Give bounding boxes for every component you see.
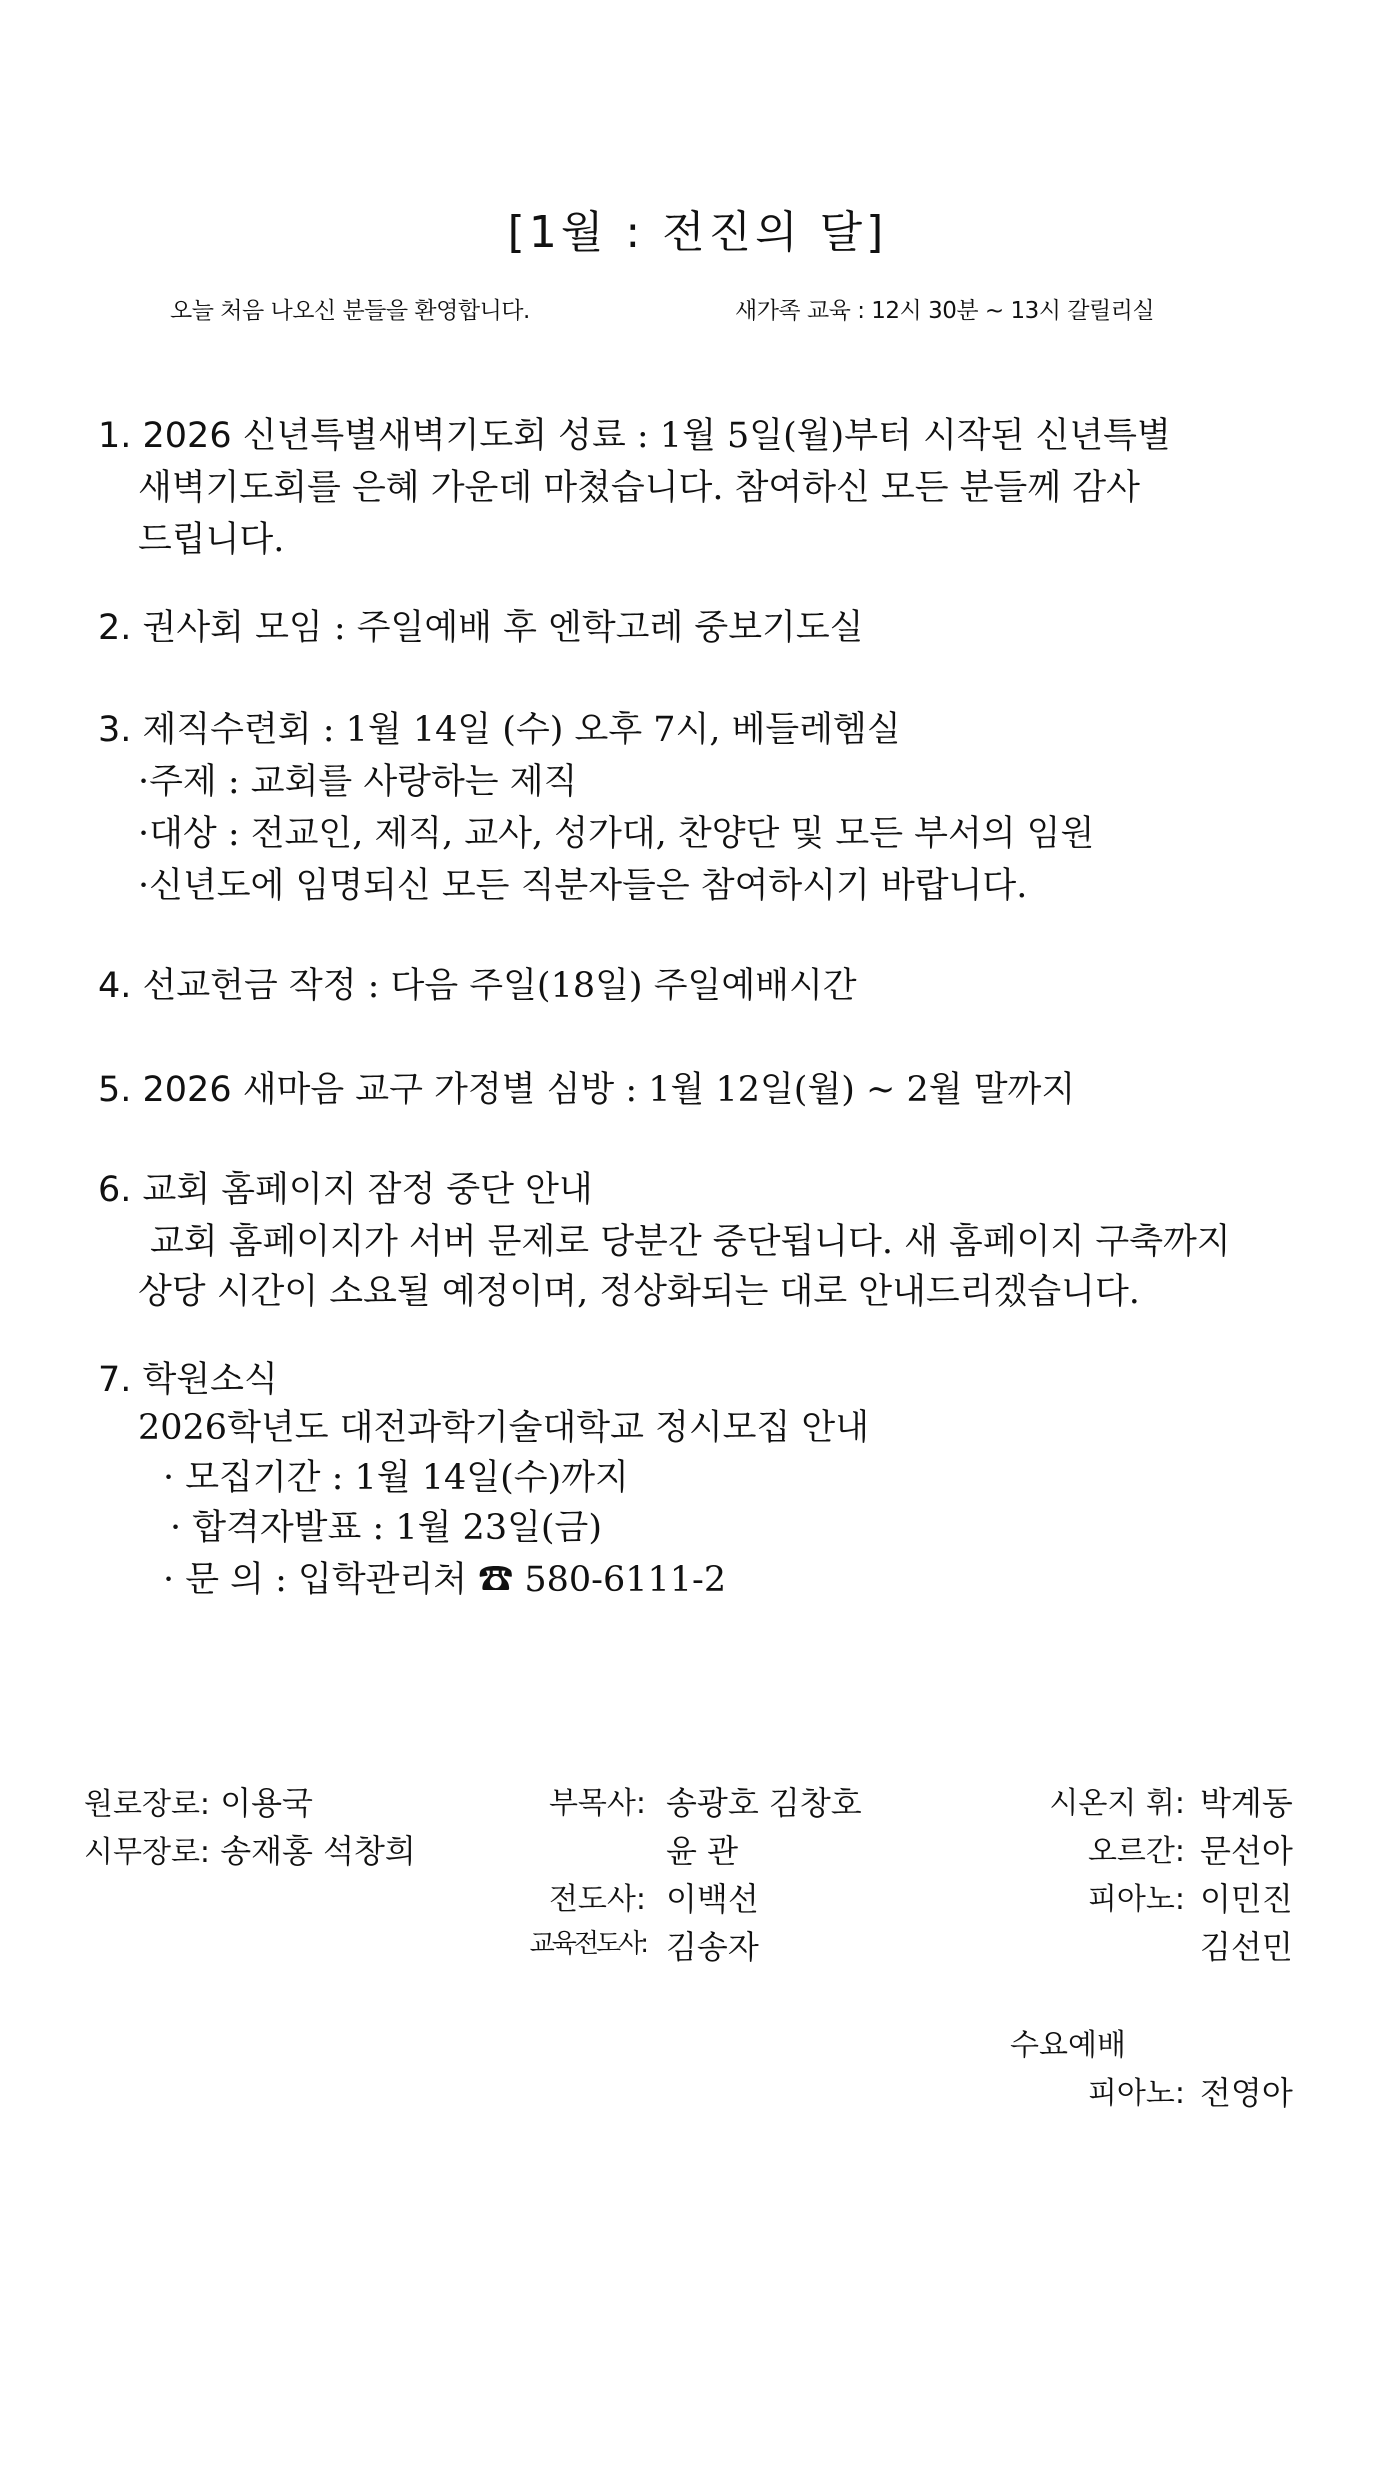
item-3-heading: 3. 제직수련회 xyxy=(98,710,312,750)
staff-left-row-2 xyxy=(84,1826,416,1872)
item-6-heading-row xyxy=(98,1162,593,1212)
page-title: [1월 : 전진의 달] xyxy=(507,207,888,258)
item-2-heading: 2. 권사회 모임 xyxy=(98,608,323,648)
item-5-detail: : 1월 12일(월) ~ 2월 말까지 xyxy=(614,1070,1076,1110)
welcome-text: 오늘 처음 나오신 분들을 환영합니다. xyxy=(170,298,530,324)
staff-middle-label-1: 부목사: xyxy=(548,1786,646,1821)
item-7-heading-row xyxy=(98,1352,278,1402)
item-7-line-4: · 문 의 : 입학관리처 ☎ 580-6111-2 xyxy=(163,1560,727,1600)
staff-right-value-1: 박계동 xyxy=(1200,1784,1293,1822)
item-7-line-1: 2026학년도 대전과학기술대학교 정시모집 안내 xyxy=(138,1408,870,1448)
staff-right-label-3: 피아노: xyxy=(1087,1882,1185,1917)
wednesday-value-1: 전영아 xyxy=(1200,2074,1293,2112)
wednesday-label-1: 피아노: xyxy=(1087,2076,1185,2111)
staff-left-row-1 xyxy=(84,1778,313,1824)
item-4-detail: : 다음 주일(18일) 주일예배시간 xyxy=(356,966,857,1006)
staff-right-value-4: 김선민 xyxy=(1200,1928,1293,1966)
item-1-heading: 1. 2026 신년특별새벽기도회 성료 xyxy=(98,416,626,456)
item-3-line-3: ·신년도에 임명되신 모든 직분자들은 참여하시기 바랍니다. xyxy=(138,866,1028,906)
new-family-education: 새가족 교육 : 12시 30분 ~ 13시 갈릴리실 xyxy=(735,298,1155,324)
item-6-heading: 6. 교회 홈페이지 잠정 중단 안내 xyxy=(98,1170,593,1210)
staff-right-label-1: 시온지 휘: xyxy=(1049,1786,1185,1821)
staff-right-label-2: 오르간: xyxy=(1087,1834,1185,1869)
staff-middle-value-4: 김송자 xyxy=(666,1928,759,1966)
staff-value: 송재홍 석창희 xyxy=(220,1832,416,1870)
item-7-line-3: · 합격자발표 : 1월 23일(금) xyxy=(170,1508,603,1548)
staff-middle-value-1: 송광호 김창호 xyxy=(666,1784,862,1822)
staff-right-value-3: 이민진 xyxy=(1200,1880,1293,1918)
item-4-heading: 4. 선교헌금 작정 xyxy=(98,966,357,1006)
staff-label: 시무장로: xyxy=(84,1835,211,1870)
item-2-heading-row xyxy=(98,600,863,650)
item-3-heading-row xyxy=(98,702,901,752)
item-5-heading: 5. 2026 새마음 교구 가정별 심방 xyxy=(98,1070,615,1110)
item-6-line-1: 교회 홈페이지가 서버 문제로 당분간 중단됩니다. 새 홈페이지 구축까지 xyxy=(150,1222,1231,1262)
staff-value: 이용국 xyxy=(220,1784,313,1822)
item-5-heading-row xyxy=(98,1062,1075,1112)
item-3-line-1: ·주제 : 교회를 사랑하는 제직 xyxy=(138,762,578,802)
staff-middle-label-3: 전도사: xyxy=(548,1882,646,1917)
wednesday-service-heading: 수요예배 xyxy=(1010,2028,1126,2063)
item-1-line-2: 드립니다. xyxy=(138,520,285,560)
item-4-heading-row xyxy=(98,958,857,1008)
item-2-detail: : 주일예배 후 엔학고레 중보기도실 xyxy=(322,608,864,648)
item-1-detail: : 1월 5일(월)부터 시작된 신년특별 xyxy=(625,416,1171,456)
staff-label: 원로장로: xyxy=(84,1787,211,1822)
item-7-heading: 7. 학원소식 xyxy=(98,1360,278,1400)
item-6-line-2: 상당 시간이 소요될 예정이며, 정상화되는 대로 안내드리겠습니다. xyxy=(138,1272,1140,1312)
staff-middle-label-4: 교육전도사: xyxy=(529,1929,646,1959)
item-1-line-1: 새벽기도회를 은혜 가운데 마쳤습니다. 참여하신 모든 분들께 감사 xyxy=(138,468,1140,508)
staff-middle-value-3: 이백선 xyxy=(666,1880,759,1918)
staff-right-value-2: 문선아 xyxy=(1200,1832,1293,1870)
item-3-line-2: ·대상 : 전교인, 제직, 교사, 성가대, 찬양단 및 모든 부서의 임원 xyxy=(138,814,1095,854)
item-3-detail: : 1월 14일 (수) 오후 7시, 베들레헴실 xyxy=(311,710,901,750)
item-7-line-2: · 모집기간 : 1월 14일(수)까지 xyxy=(163,1458,629,1498)
staff-middle-value-2: 윤 관 xyxy=(666,1832,738,1870)
item-1-heading-row xyxy=(98,408,1171,458)
